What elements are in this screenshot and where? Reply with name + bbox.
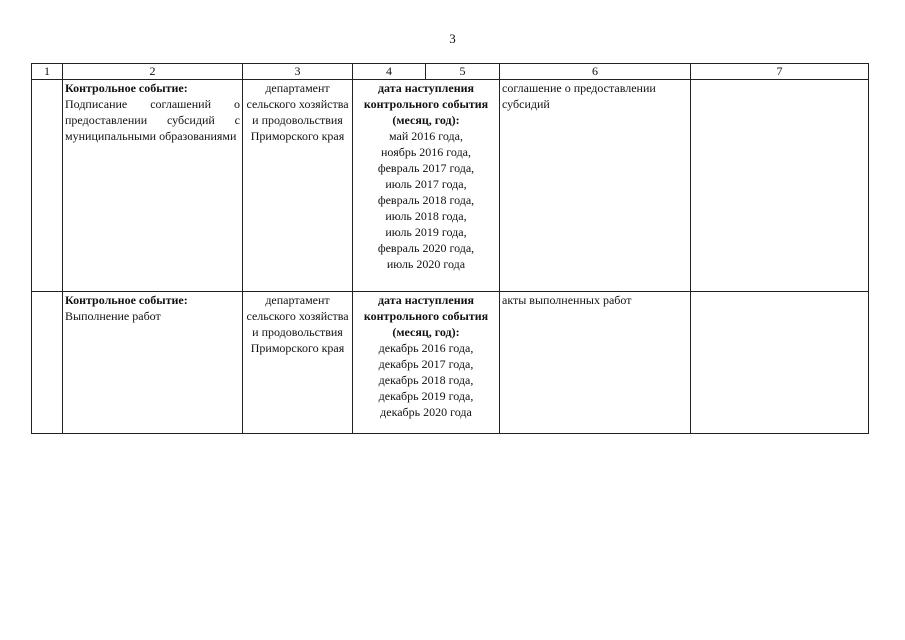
table-header-row (32, 64, 869, 80)
date-cell (353, 80, 500, 292)
date-item: декабрь 2016 года, (378, 341, 474, 355)
date-item: июль 2017 года, (385, 177, 467, 191)
date-item: май 2016 года, (389, 129, 463, 143)
date-item: февраль 2018 года, (377, 193, 475, 207)
event-text: Подписание соглашений о предоставлении субсидий с муниципальными образованиями (65, 97, 240, 143)
date-item: декабрь 2017 года, (378, 357, 474, 371)
date-cell (353, 292, 500, 434)
page-number: 3 (449, 31, 456, 46)
date-item: ноябрь 2016 года, (381, 145, 471, 159)
row-number-cell (32, 292, 63, 434)
result-cell: соглашение о предоставлении субсидий (500, 80, 691, 292)
event-text: Выполнение работ (65, 309, 161, 323)
date-item: июль 2020 года (386, 257, 466, 271)
event-title: Контрольное событие: (65, 293, 188, 307)
date-item: февраль 2020 года, (377, 241, 475, 255)
header-cell: 4 (353, 64, 426, 80)
control-events-table (31, 63, 869, 434)
header-cell: 2 (63, 64, 243, 80)
header-cell: 1 (32, 64, 63, 80)
date-item: декабрь 2019 года, (378, 389, 474, 403)
notes-cell (691, 292, 869, 434)
date-item: февраль 2017 года, (377, 161, 475, 175)
event-title: Контрольное событие: (65, 81, 188, 95)
date-heading: дата наступления контрольного события (месяц, год): (363, 293, 489, 339)
responsible-cell: департамент сельского хозяйства и продовольствия Приморского края (243, 80, 353, 292)
header-cell: 7 (691, 64, 869, 80)
event-cell (63, 80, 243, 292)
table-row (32, 292, 869, 434)
header-cell: 3 (243, 64, 353, 80)
date-item: декабрь 2018 года, (378, 373, 474, 387)
result-cell: акты выполненных работ (500, 292, 691, 434)
responsible-cell: департамент сельского хозяйства и продовольствия Приморского края (243, 292, 353, 434)
table-row (32, 80, 869, 292)
date-item: декабрь 2020 года (380, 405, 472, 419)
notes-cell (691, 80, 869, 292)
date-heading: дата наступления контрольного события (месяц, год): (363, 81, 489, 127)
row-number-cell (32, 80, 63, 292)
header-cell: 5 (426, 64, 500, 80)
header-cell: 6 (500, 64, 691, 80)
event-cell (63, 292, 243, 434)
date-item: июль 2018 года, (385, 209, 467, 223)
date-item: июль 2019 года, (385, 225, 467, 239)
